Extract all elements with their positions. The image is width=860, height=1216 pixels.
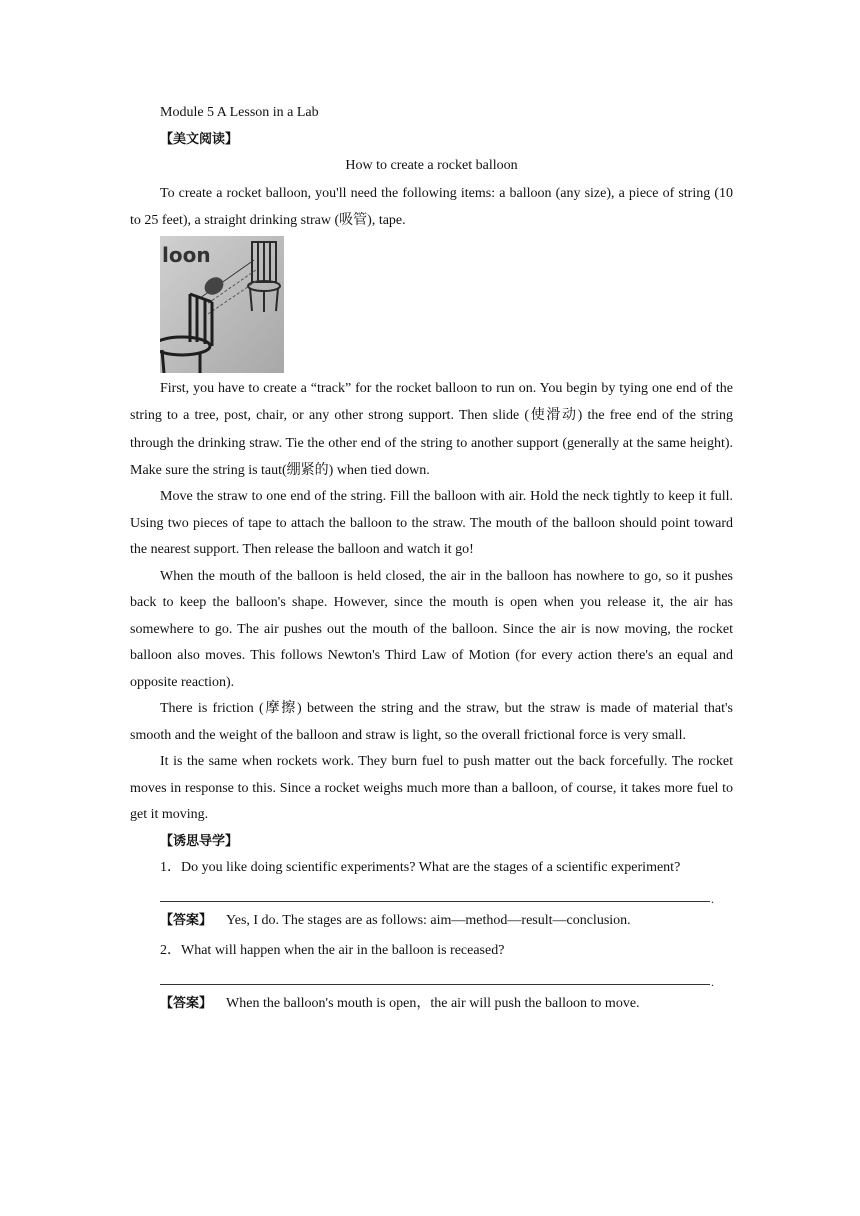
intro-paragraph: To create a rocket balloon, you'll need the following items: a balloon (any size), a piece of string (10 to 25 feet), a straight drinking straw (吸管), tape. — [130, 185, 733, 228]
reading-section-label: 【美文阅读】 — [160, 131, 239, 147]
question-1: 1．Do you like doing scientific experiments? What are the stages of a scientific experiment? — [160, 860, 681, 876]
answer-text-1: Yes, I do. The stages are as follows: aim—method—result—conclusion. — [226, 913, 631, 929]
paragraph-4: There is friction (摩擦) between the string and the straw, but the straw is made of material that's smooth and the weight of the balloon and straw is light, so the overall frictional force is very small. — [130, 701, 733, 743]
answer-2 — [130, 991, 733, 1017]
answer-blank-1 — [160, 881, 714, 907]
answer-tag-2: 【答案】 — [160, 996, 213, 1012]
paragraph-1: First, you have to create a “track” for the rocket balloon to run on. You begin by tying one end of the string to a tree, post, chair, or any other strong support. Then slide (使滑动) the free end of the string through the drinking straw. Tie the other end of the string to another support (generally at the same height). Make sure the string is taut(绷紧的) when tied down. — [130, 381, 733, 478]
line-end-2: . — [711, 975, 714, 990]
rocket-balloon-illustration — [160, 236, 284, 373]
image-word: loon — [162, 243, 211, 268]
chairs-balloon-image — [160, 236, 284, 373]
paragraph-2: Move the straw to one end of the string. Fill the balloon with air. Hold the neck tightly to keep it full. Using two pieces of tape to attach the balloon to the straw. The mouth of the balloon should point toward the nearest support. Then release the balloon and watch it go! — [130, 489, 733, 558]
answer-blank-2 — [160, 964, 714, 990]
answer-tag-1: 【答案】 — [160, 913, 213, 929]
question-2: 2．What will happen when the air in the balloon is receased? — [160, 943, 505, 959]
document-page — [130, 100, 733, 1017]
article-title: How to create a rocket balloon — [345, 158, 518, 173]
answer-text-2: When the balloon's mouth is open，the air will push the balloon to move. — [226, 996, 640, 1012]
line-end-1: . — [711, 892, 714, 907]
module-title: Module 5 A Lesson in a Lab — [160, 105, 319, 120]
paragraph-3: When the mouth of the balloon is held closed, the air in the balloon has nowhere to go, so it pushes back to keep the balloon's shape. However, since the mouth is open when you release it, the air has somewhere to go. The air pushes out the mouth of the balloon. Since the air is now moving, the rocket balloon also moves. This follows Newton's Third Law of Motion (for every action there's an equal and opposite reaction). — [130, 568, 733, 690]
paragraph-5: It is the same when rockets work. They burn fuel to push matter out the back forcefully. The rocket moves in response to this. Since a rocket weighs much more than a balloon, of course, it takes more fuel to get it moving. — [130, 754, 733, 823]
guide-section-label: 【诱思导学】 — [160, 833, 239, 849]
answer-1 — [130, 908, 733, 934]
